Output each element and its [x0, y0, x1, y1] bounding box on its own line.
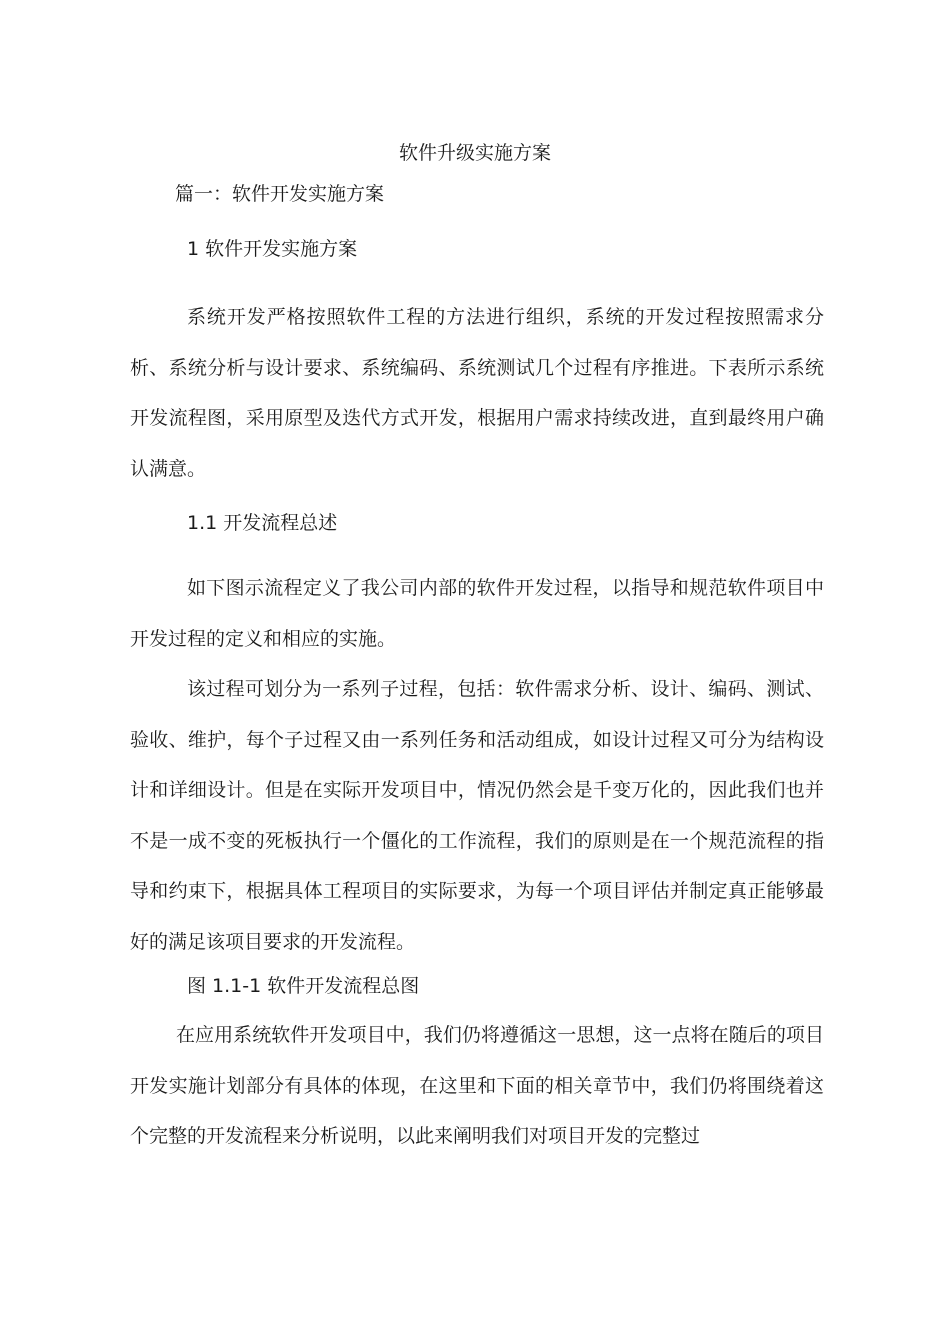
- paragraph-system-development: 系统开发严格按照软件工程的方法进行组织，系统的开发过程按照需求分析、系统分析与设计要求、系统编码、系统测试几个过程有序推进。下表所示系统开发流程图，采用原型及迭代方式开发，根据用户需求持续改进，直到最终用户确认满意。: [130, 306, 824, 480]
- paragraph-application-project: 在应用系统软件开发项目中，我们仍将遵循这一思想，这一点将在随后的项目开发实施计划部分有具体的体现，在这里和下面的相关章节中，我们仍将围绕着这个完整的开发流程来分析说明，以此来阐明我们对项目开发的完整过: [130, 1024, 824, 1147]
- chapter-heading: 篇一：软件开发实施方案: [175, 183, 385, 205]
- document-title: 软件升级实施方案: [398, 142, 551, 164]
- subsection-heading: 1.1 开发流程总述: [187, 512, 338, 534]
- section-heading: 1 软件开发实施方案: [187, 238, 358, 260]
- figure-caption: 图 1.1-1 软件开发流程总图: [187, 975, 420, 997]
- paragraph-process-definition: 如下图示流程定义了我公司内部的软件开发过程，以指导和规范软件项目中开发过程的定义和相应的实施。: [130, 577, 824, 650]
- paragraph-sub-processes: 该过程可划分为一系列子过程，包括：软件需求分析、设计、编码、测试、验收、维护，每个子过程又由一系列任务和活动组成，如设计过程又可分为结构设计和详细设计。但是在实际开发项目中，情况仍然会是千变万化的，因此我们也并不是一成不变的死板执行一个僵化的工作流程，我们的原则是在一个规范流程的指导和约束下，根据具体工程项目的实际要求，为每一个项目评估并制定真正能够最好的满足该项目要求的开发流程。: [130, 678, 824, 953]
